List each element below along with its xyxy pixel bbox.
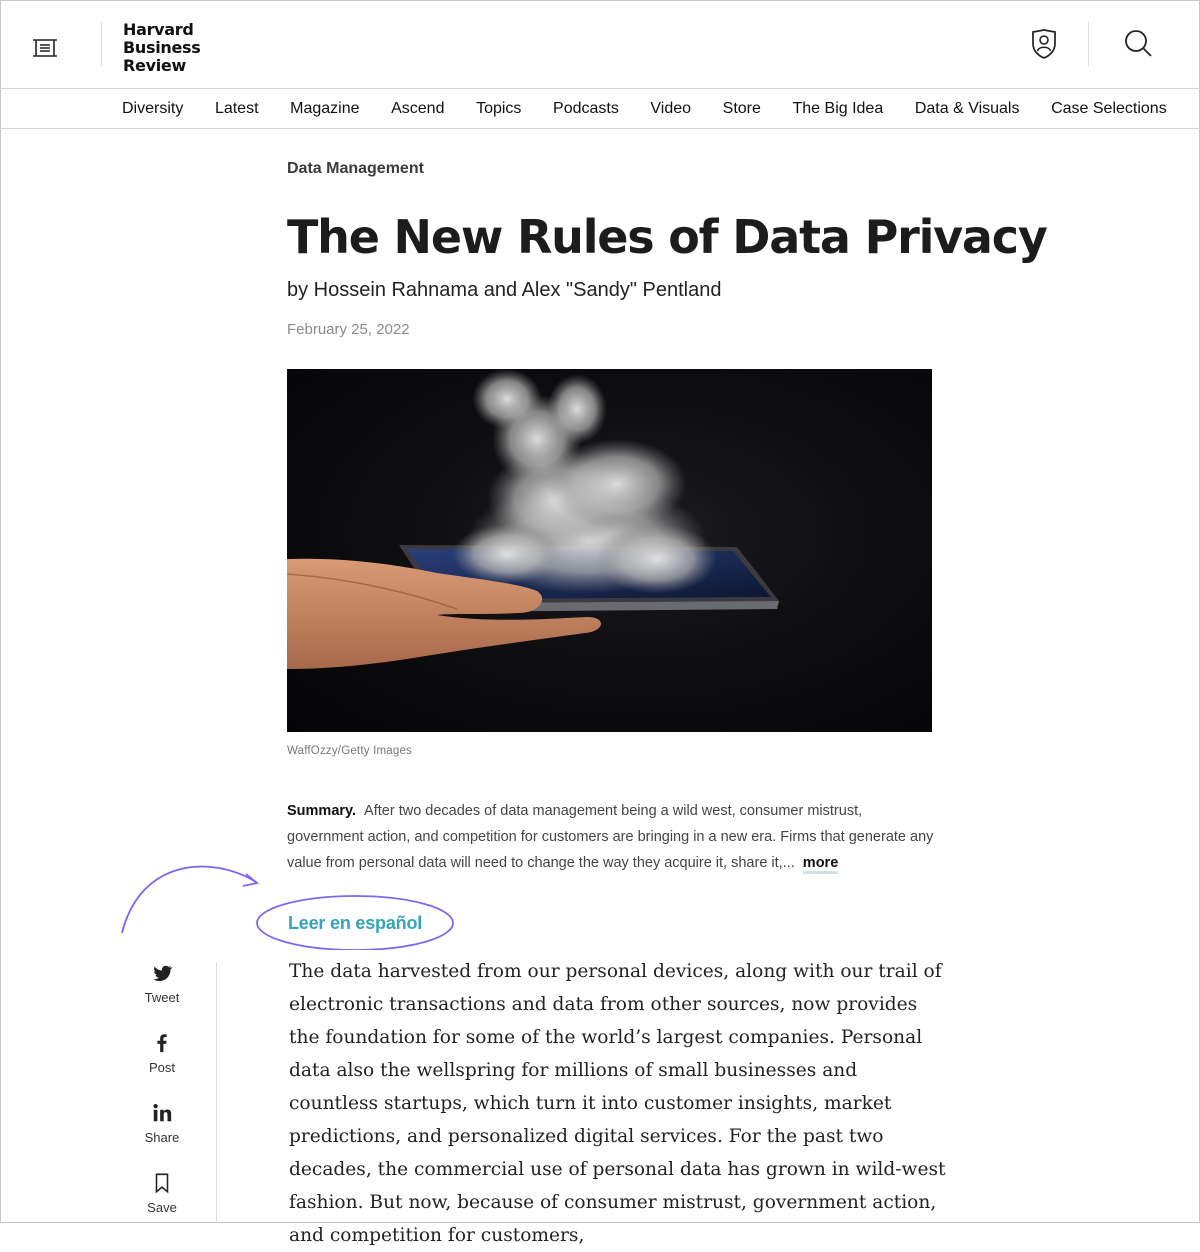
search-icon: [1122, 28, 1154, 60]
logo-line: Harvard: [123, 20, 194, 39]
nav-item-podcasts[interactable]: Podcasts: [553, 100, 619, 117]
share-label: Share: [144, 1130, 180, 1145]
nav-item-store[interactable]: Store: [722, 100, 761, 117]
nav-item-ascend[interactable]: Ascend: [391, 100, 445, 117]
hero-image: [287, 369, 932, 732]
linkedin-icon: [151, 1102, 173, 1124]
primary-nav: [0, 89, 1200, 129]
image-credit: WaffOzzy/Getty Images: [287, 745, 412, 757]
nav-item-latest[interactable]: Latest: [214, 100, 259, 117]
logo-line: Review: [123, 56, 186, 75]
header-divider: [1088, 22, 1089, 66]
nav-item-big-idea[interactable]: The Big Idea: [792, 100, 884, 117]
read-in-spanish-link[interactable]: Leer en español: [288, 913, 423, 933]
nav-item-data-visuals[interactable]: Data & Visuals: [914, 100, 1020, 117]
share-label: Tweet: [144, 990, 180, 1005]
twitter-icon: [151, 962, 173, 984]
article-title: The New Rules of Data Privacy: [287, 210, 1047, 264]
annotation-arrow-highlight: [110, 860, 470, 950]
nav-item-video[interactable]: Video: [650, 100, 692, 117]
hand-phone-smoke-illustration: [287, 369, 932, 732]
header-divider: [101, 22, 102, 66]
linkedin-share-button[interactable]: [122, 1102, 202, 1145]
nav-item-topics[interactable]: Topics: [476, 100, 522, 117]
article-date: February 25, 2022: [287, 321, 410, 338]
facebook-icon: [151, 1032, 173, 1054]
menu-button[interactable]: [30, 36, 60, 60]
search-button[interactable]: [1122, 28, 1154, 60]
share-rail-divider: [216, 962, 217, 1223]
account-shield-icon: [1030, 28, 1058, 60]
menu-icon: [30, 36, 60, 60]
nav-item-diversity[interactable]: Diversity: [122, 100, 184, 117]
topic-link[interactable]: Data Management: [287, 160, 424, 177]
nav-item-magazine[interactable]: Magazine: [290, 100, 360, 117]
summary-label: Summary.: [287, 803, 357, 819]
summary-more-link[interactable]: more: [803, 855, 838, 874]
hbr-logo[interactable]: [123, 21, 200, 75]
summary-text: After two decades of data management being a wild west, consumer mistrust, government action, and competition for customers are bringing in a new era. Firms that generate any value from personal data will need to change the way they acquire it, share it,...: [287, 803, 934, 871]
logo-line: Business: [123, 38, 201, 57]
nav-item-case-selections[interactable]: Case Selections: [1051, 100, 1167, 117]
site-header: [0, 0, 1200, 89]
account-button[interactable]: [1030, 28, 1058, 60]
article-body: The data harvested from our personal devices, along with our trail of electronic transactions and data from other sources, now provides the foundation for some of the world’s largest companies. Personal data also the wellspring for millions of small businesses and countless startups, which turn it into customer insights, market predictions, and personalized digital services. For the past two decades, the commercial use of personal data has grown in wild-west fashion. But now, because of consumer mistrust, government action, and competition for customers,: [289, 961, 946, 1246]
tweet-button[interactable]: [122, 962, 202, 1005]
bookmark-icon: [151, 1172, 173, 1194]
share-label: Post: [148, 1060, 175, 1075]
article-byline: by Hossein Rahnama and Alex "Sandy" Pentland: [287, 279, 722, 301]
facebook-post-button[interactable]: [122, 1032, 202, 1075]
share-label: Save: [147, 1200, 177, 1215]
save-button[interactable]: [122, 1172, 202, 1215]
